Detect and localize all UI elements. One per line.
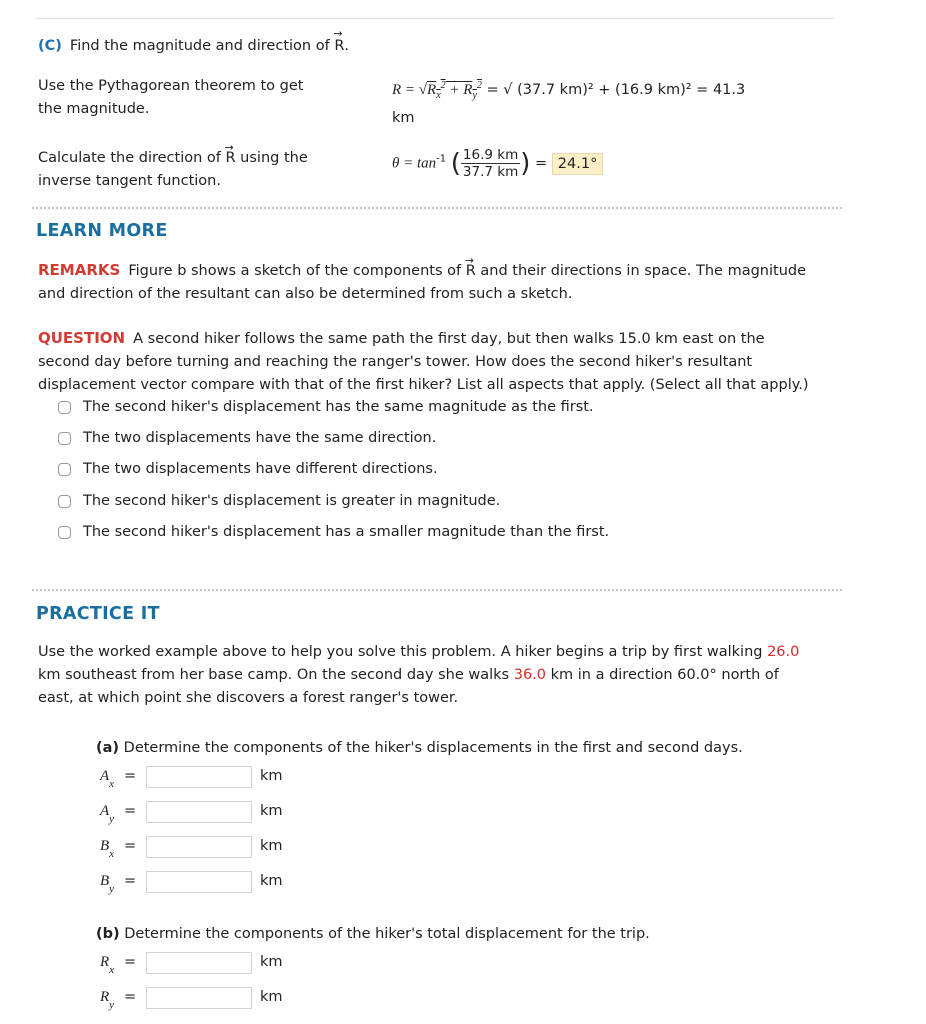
distance-value-1: 26.0 <box>767 644 800 660</box>
ax-input[interactable] <box>146 766 252 788</box>
var-ax: $A_x$ <box>100 768 115 790</box>
question-tag: QUESTION <box>38 329 126 347</box>
section-divider <box>32 589 842 591</box>
checkbox[interactable] <box>58 432 71 445</box>
vector-r-symbol: → R <box>334 38 344 54</box>
part-c-title: (C) Find the magnitude and direction of → R. <box>38 38 349 54</box>
unit-label: km <box>260 989 283 1005</box>
option-same-direction[interactable]: The two displacements have the same direction. <box>58 428 436 448</box>
option-smaller-magnitude[interactable]: The second hiker's displacement has a smaller magnitude than the first. <box>58 522 609 542</box>
checkbox[interactable] <box>58 401 71 414</box>
remarks-paragraph: REMARKS Figure b shows a sketch of the components of → R and their directions in space. The magnitude and direction of the resultant can also be determined from such a sketch. <box>38 259 838 306</box>
ay-input[interactable] <box>146 801 252 823</box>
practice-intro: Use the worked example above to help you solve this problem. A hiker begins a trip by first walking 26.0 km southeast from her base camp. On the second day she walks 36.0 km in a direction 60.0° north of east, at which point she discovers a forest ranger's tower. <box>38 644 800 706</box>
part-b-prompt: (b) Determine the components of the hiker's total displacement for the trip. <box>96 926 650 942</box>
magnitude-equation: $R = √R_x^2 + R_y^2$ = √ (37.7 km)² + (16.9 km)² = 41.3 <box>392 80 746 101</box>
checkbox[interactable] <box>58 526 71 539</box>
step2-instruction: Calculate the direction of → R using the inverse tangent function. <box>38 147 338 193</box>
top-divider <box>36 18 834 19</box>
unit-label: km <box>260 768 283 784</box>
ry-input[interactable] <box>146 987 252 1009</box>
checkbox[interactable] <box>58 463 71 476</box>
var-rx: $R_x$ <box>100 954 115 976</box>
rx-input[interactable] <box>146 952 252 974</box>
direction-fraction: $\frac{16.9 km}{37.7 km}$ <box>462 147 519 180</box>
practice-it-heading: PRACTICE IT <box>36 604 160 624</box>
checkbox[interactable] <box>58 495 71 508</box>
unit-label: km <box>260 803 283 819</box>
section-divider <box>32 207 842 209</box>
learn-more-heading: LEARN MORE <box>36 221 168 241</box>
part-a-prompt: (a) Determine the components of the hiker's displacements in the first and second days. <box>96 740 743 756</box>
part-c-label: (C) <box>38 38 62 54</box>
direction-answer: 24.1° <box>552 153 604 175</box>
var-ay: $A_y$ <box>100 803 115 825</box>
unit-label: km <box>260 873 283 889</box>
option-greater-magnitude[interactable]: The second hiker's displacement is greater in magnitude. <box>58 491 500 511</box>
remarks-tag: REMARKS <box>38 261 121 279</box>
distance-value-2: 36.0 <box>513 667 547 683</box>
direction-equation: $\theta = \tan^{-1}$ ( $\frac{16.9 km}{37.7 km}$ ) = 24.1° <box>392 147 603 180</box>
unit-label: km <box>260 838 283 854</box>
var-by: $B_y$ <box>100 873 115 895</box>
option-same-magnitude[interactable]: The second hiker's displacement has the same magnitude as the first. <box>58 397 594 417</box>
question-paragraph: QUESTION A second hiker follows the same path the first day, but then walks 15.0 km east on the second day before turning and reaching the ranger's tower. How does the second hiker's resultant displacement vector compare with that of the first hiker? List all aspects that apply. (Select all that apply.) <box>38 329 809 393</box>
unit-label: km <box>260 954 283 970</box>
var-bx: $B_x$ <box>100 838 115 860</box>
var-ry: $R_y$ <box>100 989 115 1011</box>
bx-input[interactable] <box>146 836 252 858</box>
option-different-directions[interactable]: The two displacements have different directions. <box>58 459 438 479</box>
by-input[interactable] <box>146 871 252 893</box>
step1-instruction: Use the Pythagorean theorem to get the magnitude. <box>38 78 304 117</box>
magnitude-unit: km <box>392 110 415 126</box>
